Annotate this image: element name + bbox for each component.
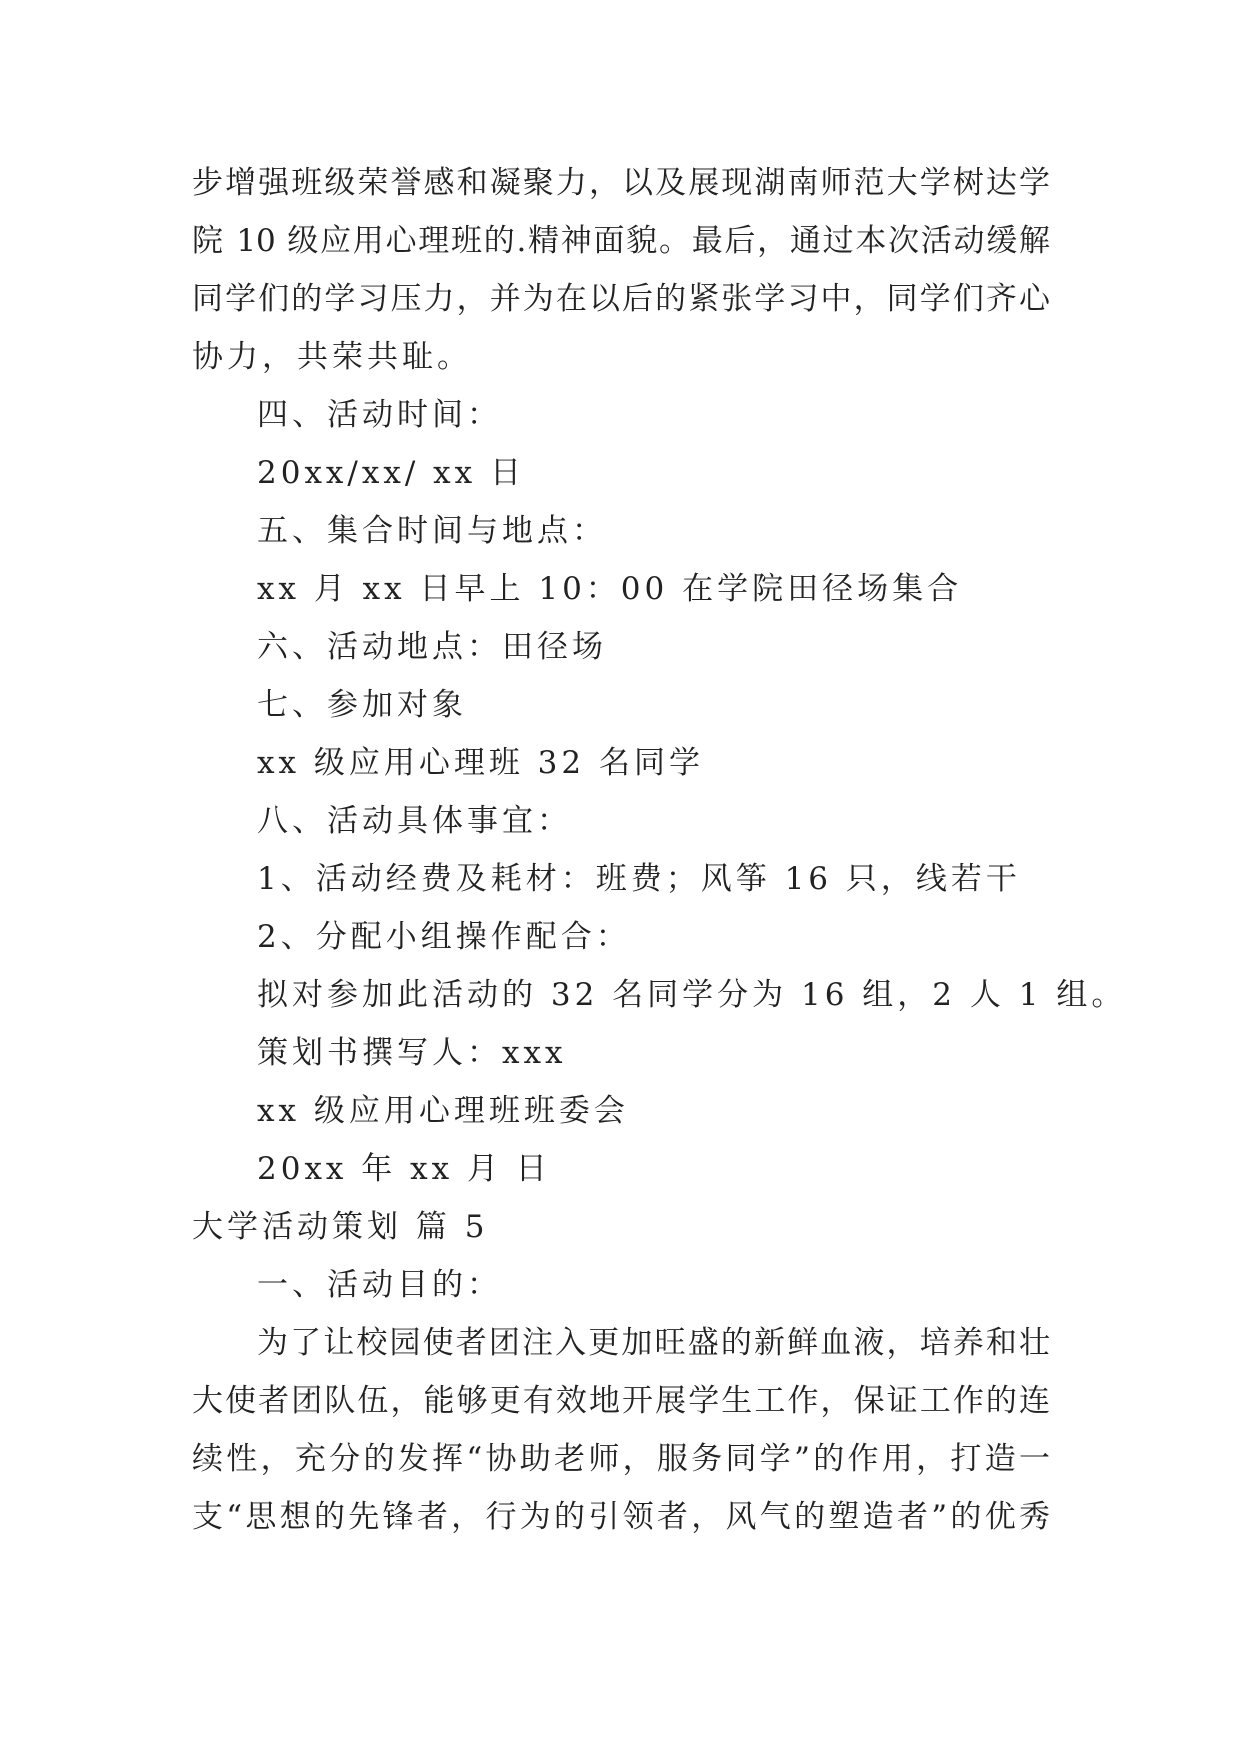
body-line: 2、分配小组操作配合： (257, 919, 631, 955)
organization-line: xx 级应用心理班班委会 (257, 1093, 629, 1129)
section-heading: 七、参加对象 (257, 687, 467, 723)
body-line: 协力，共荣共耻。 (192, 339, 472, 375)
section-heading: 六、活动地点：田径场 (257, 629, 607, 665)
body-line: 拟对参加此活动的 32 名同学分为 16 组，2 人 1 组。 (257, 977, 1127, 1013)
section-heading: 五、集合时间与地点： (257, 513, 607, 549)
body-line: 为了让校园使者团注入更加旺盛的新鲜血液，培养和壮 (257, 1325, 1050, 1361)
body-line: 同学们的学习压力，并为在以后的紧张学习中，同学们齐心 (192, 281, 1050, 317)
body-line: 步增强班级荣誉感和凝聚力，以及展现湖南师范大学树达学 (192, 165, 1050, 201)
article-title: 大学活动策划 篇 5 (192, 1209, 489, 1245)
body-line: 院 10 级应用心理班的.精神面貌。最后，通过本次活动缓解 (192, 223, 1050, 259)
author-line: 策划书撰写人：xxx (257, 1035, 567, 1071)
body-line: 续性，充分的发挥“协助老师，服务同学”的作用，打造一 (192, 1441, 1050, 1477)
body-line: xx 级应用心理班 32 名同学 (257, 745, 704, 781)
body-line: 1、活动经费及耗材：班费；风筝 16 只，线若干 (257, 861, 1021, 897)
body-line: xx 月 xx 日早上 10：00 在学院田径场集合 (257, 571, 963, 607)
date-line: 20xx 年 xx 月 日 (257, 1151, 551, 1187)
section-heading: 四、活动时间： (257, 397, 502, 433)
section-heading: 一、活动目的： (257, 1267, 502, 1303)
body-line: 20xx/xx/ xx 日 (257, 455, 525, 491)
body-line: 大使者团队伍，能够更有效地开展学生工作，保证工作的连 (192, 1383, 1050, 1419)
body-line: 支“思想的先锋者，行为的引领者，风气的塑造者”的优秀 (192, 1499, 1050, 1535)
section-heading: 八、活动具体事宜： (257, 803, 572, 839)
